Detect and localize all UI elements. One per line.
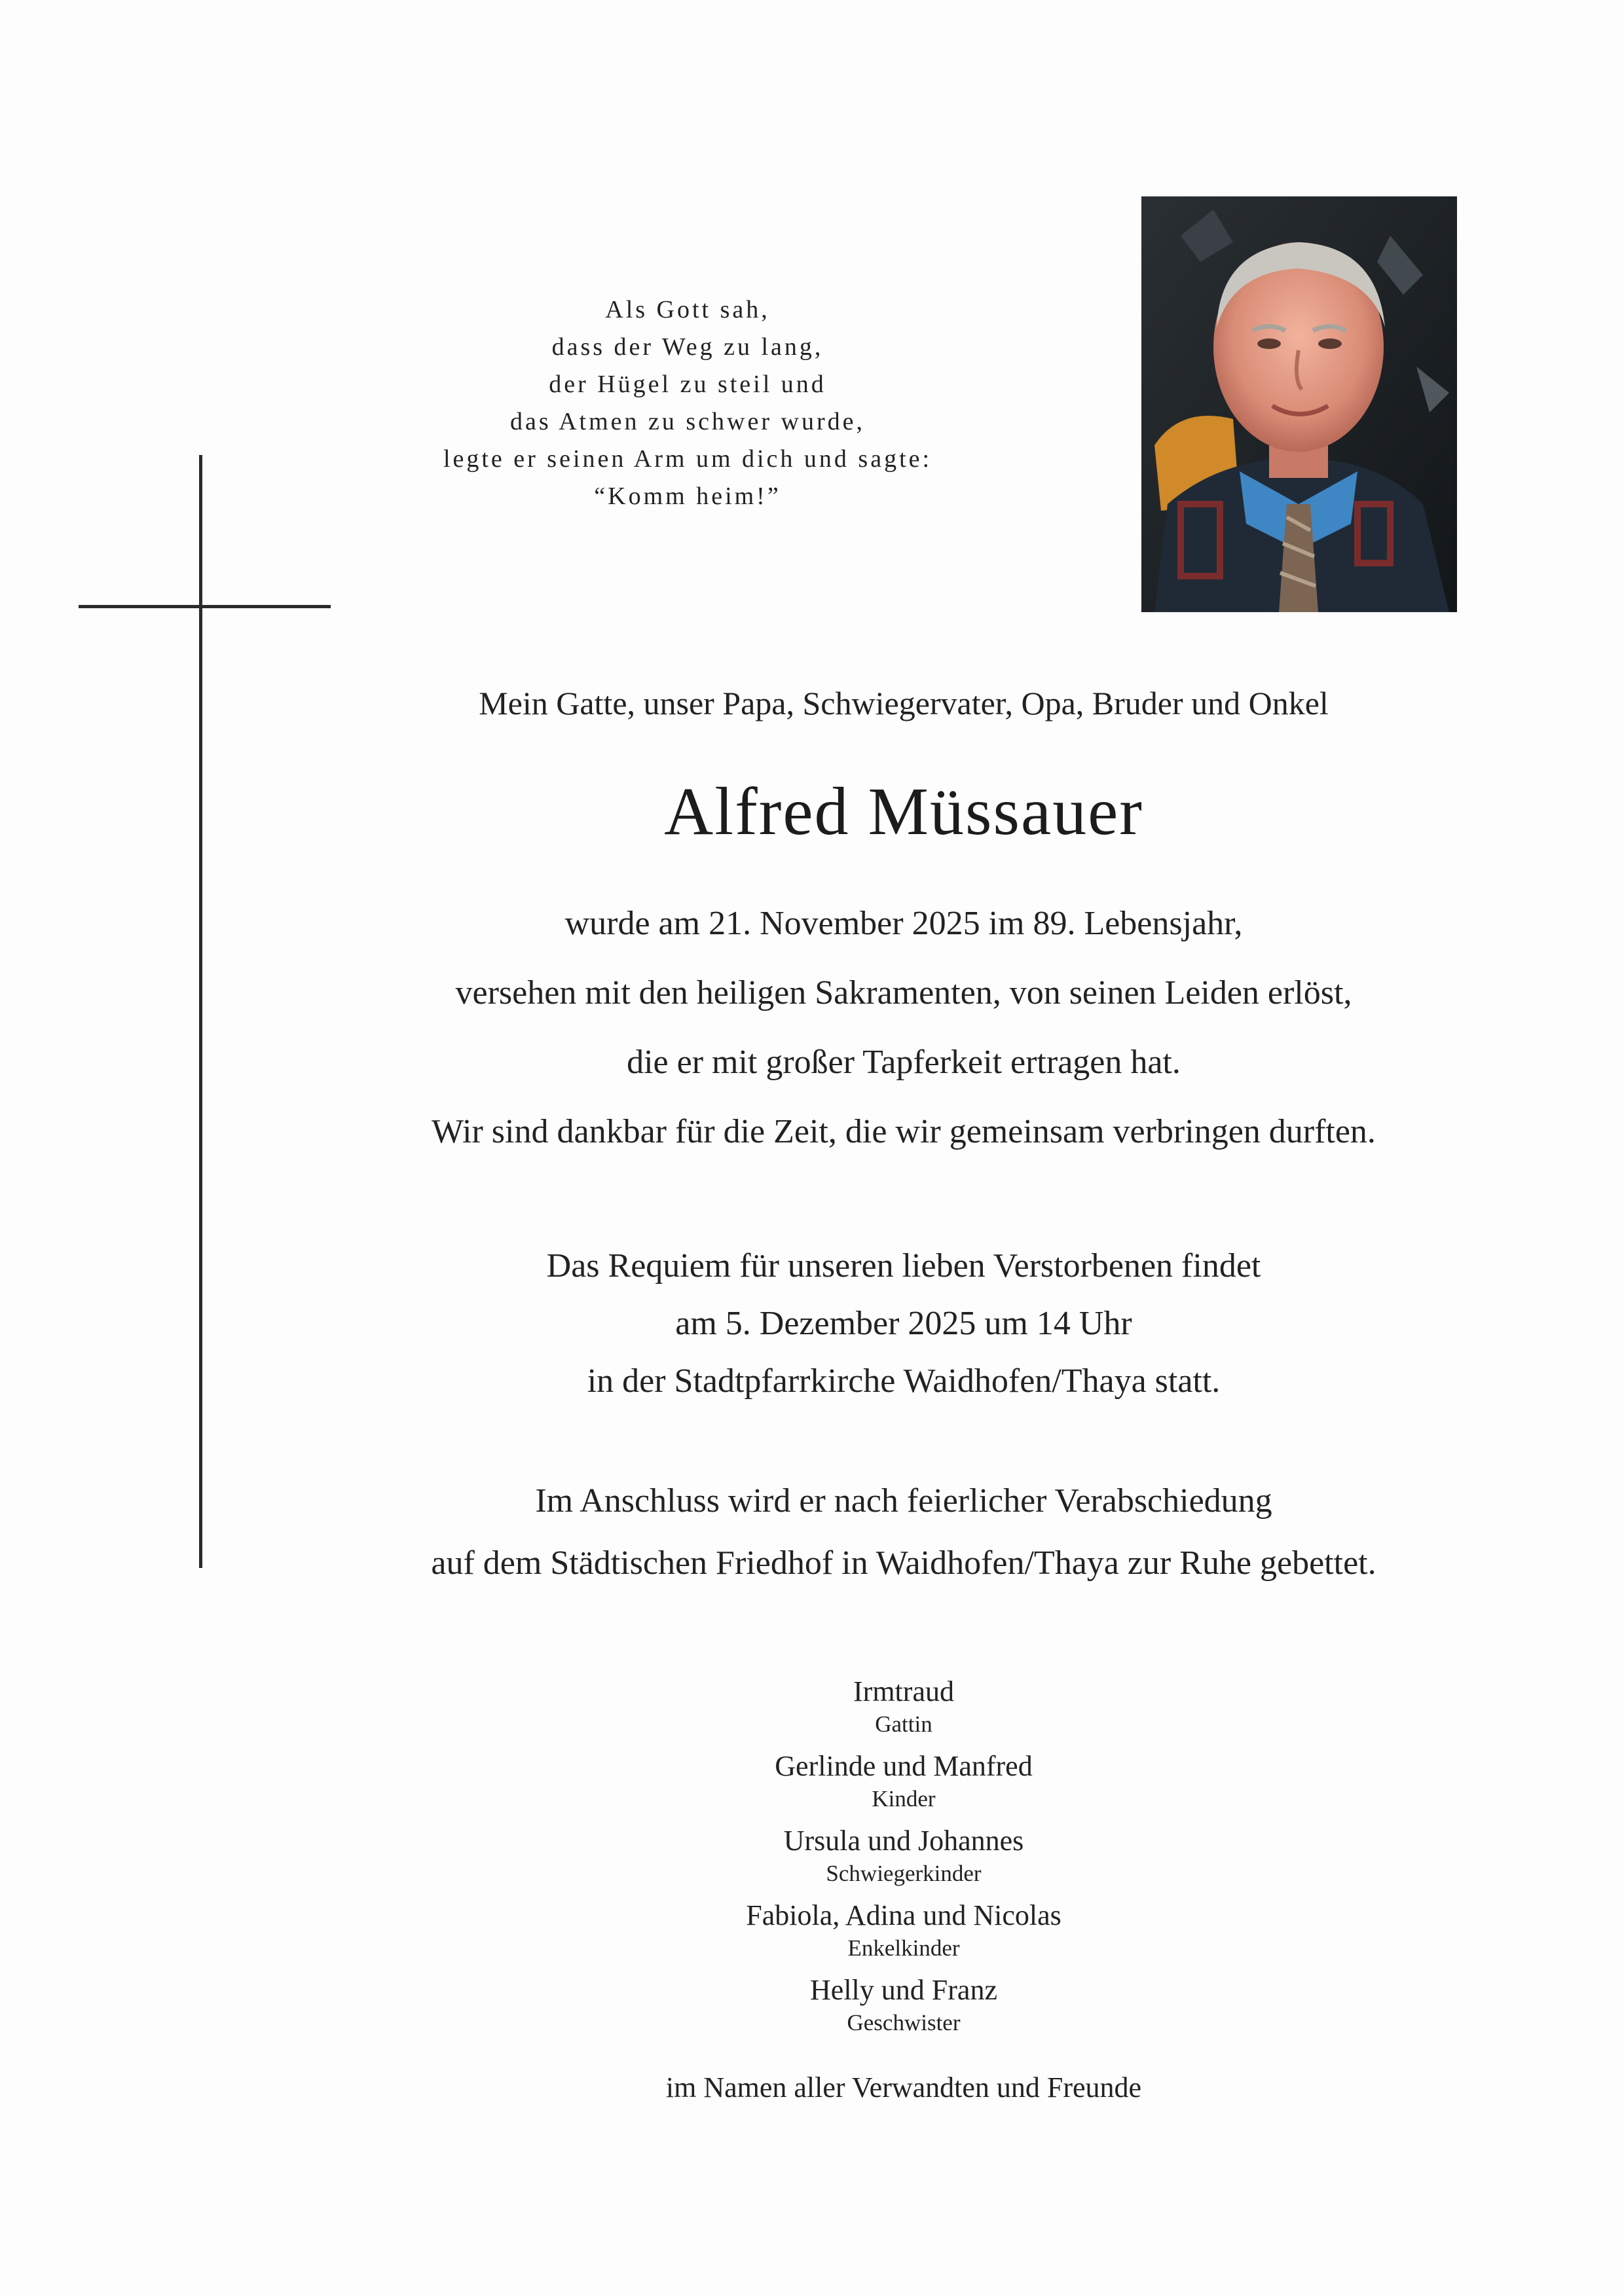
mourner-names: Fabiola, Adina und Nicolas [746,1899,1061,1931]
poem-line: der Hügel zu steil und [549,371,826,398]
mourner-relation: Enkelkinder [847,1935,960,1961]
poem-line: dass der Weg zu lang, [551,333,824,361]
death-notice-line: die er mit großer Tapferkeit ertragen hat. [627,1044,1181,1081]
poem-line: das Atmen zu schwer wurde, [510,408,865,435]
mourners-list [576,1673,1231,2046]
memorial-poem [288,291,1087,515]
death-notice-line: wurde am 21. November 2025 im 89. Lebensjahr, [564,905,1243,942]
requiem-line: in der Stadtpfarrkirche Waidhofen/Thaya statt. [587,1362,1221,1400]
burial-line: Im Anschluss wird er nach feierlicher Verabschiedung [535,1482,1272,1520]
mourner-names: Ursula und Johannes [783,1825,1024,1857]
poem-line: “Komm heim!” [594,483,781,510]
burial-info [196,1470,1611,1594]
mourner-relation: Geschwister [847,2010,961,2035]
portrait-photo [1141,196,1457,612]
death-notice-line: versehen mit den heiligen Sakramenten, von seinen Leiden erlöst, [455,974,1352,1011]
cross-horizontal-bar [79,605,331,608]
poem-line: legte er seinen Arm um dich und sagte: [443,445,932,473]
deceased-name: Alfred Müssauer [664,774,1143,849]
poem-line: Als Gott sah, [605,296,770,323]
burial-line: auf dem Städtischen Friedhof in Waidhofen/Thaya zur Ruhe gebettet. [431,1544,1376,1582]
mourner-entry [576,1897,1231,1962]
mourner-relation: Kinder [872,1786,936,1812]
death-notice-line: Wir sind dankbar für die Zeit, die wir gemeinsam verbringen durften. [432,1113,1376,1150]
mourner-entry [576,1747,1231,1813]
closing-line: im Namen aller Verwandten und Freunde [665,2071,1142,2104]
mourner-names: Helly und Franz [810,1974,997,2006]
mourner-entry [576,1822,1231,1887]
requiem-line: am 5. Dezember 2025 um 14 Uhr [675,1305,1132,1342]
mourner-names: Irmtraud [853,1675,954,1707]
mourner-entry [576,1971,1231,2037]
requiem-info [196,1237,1611,1410]
mourner-relation: Gattin [875,1711,932,1737]
requiem-line: Das Requiem für unseren lieben Verstorbenen findet [546,1247,1261,1285]
death-notice [196,889,1611,1167]
mourner-relation: Schwiegerkinder [826,1861,982,1886]
mourner-names: Gerlinde und Manfred [775,1750,1033,1782]
mourner-entry [576,1673,1231,1738]
relationship-intro: Mein Gatte, unser Papa, Schwiegervater, Opa, Bruder und Onkel [479,685,1329,721]
portrait-illustration [1141,196,1457,612]
